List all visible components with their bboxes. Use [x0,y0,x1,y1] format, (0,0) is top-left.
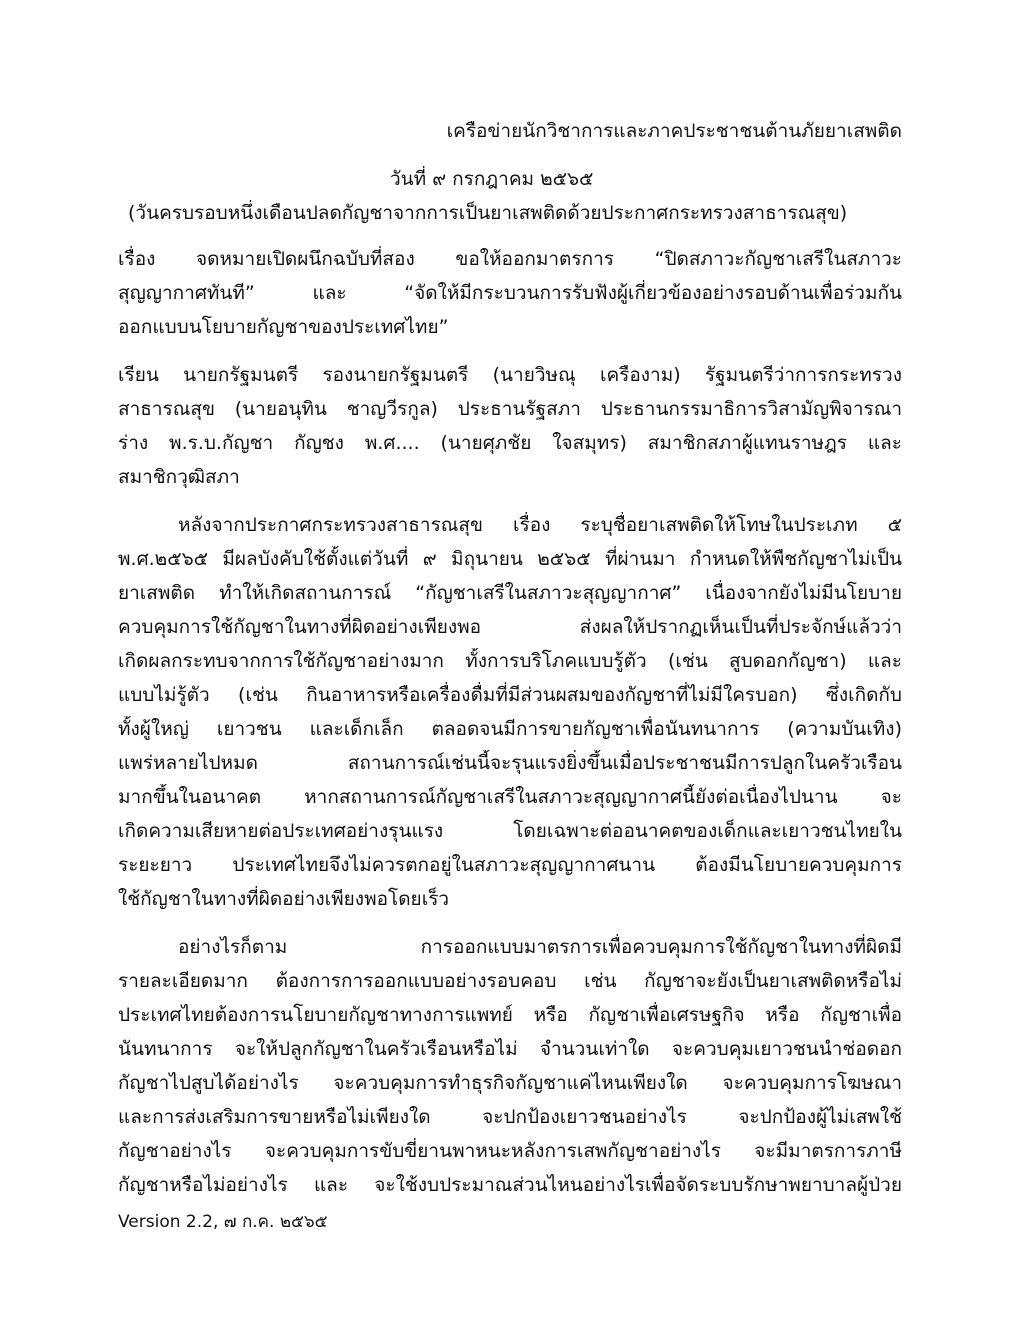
paragraph2-line: อย่างไรก็ตาม การออกแบบมาตรการเพื่อควบคุมการใช้กัญชาในทางที่ผิดมี [178,936,902,958]
sender-organization: เครือข่ายนักวิชาการและภาคประชาชนต้านภัยยาเสพติด [446,120,902,142]
paragraph1-line: ระยะยาว ประเทศไทยจึงไม่ควรตกอยู่ในสภาวะสุญญากาศนาน ต้องมีนโยบายควบคุมการ [118,854,902,876]
paragraph1-line: แบบไม่รู้ตัว (เช่น กินอาหารหรือเครื่องดื่มที่มีส่วนผสมของกัญชาที่ไม่มีใครบอก) ซึ่งเกิดกับ [118,684,902,706]
paragraph1-line: หลังจากประกาศกระทรวงสาธารณสุข เรื่อง ระบุชื่อยาเสพติดให้โทษในประเภท ๕ [178,514,902,536]
paragraph1-line: เกิดผลกระทบจากการใช้กัญชาอย่างมาก ทั้งการบริโภคแบบรู้ตัว (เช่น สูบดอกกัญชา) และ [118,650,902,672]
paragraph1-line: เกิดความเสียหายต่อประเทศอย่างรุนแรง โดยเฉพาะต่ออนาคตของเด็กและเยาวชนไทยใน [118,820,902,842]
paragraph1-line: ทั้งผู้ใหญ่ เยาวชน และเด็กเล็ก ตลอดจนมีการขายกัญชาเพื่อนันทนาการ (ความบันเทิง) [118,718,902,740]
paragraph1-line: พ.ศ.๒๕๖๕ มีผลบังคับใช้ตั้งแต่วันที่ ๙ มิถุนายน ๒๕๖๕ ที่ผ่านมา กำหนดให้พืชกัญชาไม่เป็น [118,548,902,570]
paragraph2-line: และการส่งเสริมการขายหรือไม่เพียงใด จะปกป้องเยาวชนอย่างไร จะปกป้องผู้ไม่เสพใช้ [118,1106,902,1128]
paragraph2-line: รายละเอียดมาก ต้องการการออกแบบอย่างรอบคอบ เช่น กัญชาจะยังเป็นยาเสพติดหรือไม่ [118,970,902,992]
paragraph2-line: ประเทศไทยต้องการนโยบายกัญชาทางการแพทย์ หรือ กัญชาเพื่อเศรษฐกิจ หรือ กัญชาเพื่อ [118,1004,902,1026]
addressee-line: สมาชิกวุฒิสภา [118,466,240,488]
paragraph1-line: ควบคุมการใช้กัญชาในทางที่ผิดอย่างเพียงพอ ส่งผลให้ปรากฏเห็นเป็นที่ประจักษ์แล้วว่า [118,616,902,638]
paragraph2-line: กัญชาไปสูบได้อย่างไร จะควบคุมการทำธุรกิจกัญชาแค่ไหนเพียงใด จะควบคุมการโฆษณา [118,1072,902,1094]
subject-line: เรื่อง จดหมายเปิดผนึกฉบับที่สอง ขอให้ออกมาตรการ “ปิดสภาวะกัญชาเสรีในสภาวะ [118,248,902,270]
addressee-line: สาธารณสุข (นายอนุทิน ชาญวีรกูล) ประธานรัฐสภา ประธานกรรมาธิการวิสามัญพิจารณา [118,398,902,420]
paragraph2-line: นันทนาการ จะให้ปลูกกัญชาในครัวเรือนหรือไม่ จำนวนเท่าใด จะควบคุมเยาวชนนำช่อดอก [118,1038,902,1060]
paragraph1-line: แพร่หลายไปหมด สถานการณ์เช่นนี้จะรุนแรงยิ่งขึ้นเมื่อประชาชนมีการปลูกในครัวเรือน [118,752,902,774]
date-note: (วันครบรอบหนึ่งเดือนปลดกัญชาจากการเป็นยาเสพติดด้วยประกาศกระทรวงสาธารณสุข) [128,202,848,224]
subject-line: สุญญากาศทันที” และ “จัดให้มีกระบวนการรับฟังผู้เกี่ยวข้องอย่างรอบด้านเพื่อร่วมกัน [118,282,902,304]
addressee-line: ร่าง พ.ร.บ.กัญชา กัญชง พ.ศ.... (นายศุภชัย ใจสมุทร) สมาชิกสภาผู้แทนราษฎร และ [118,432,902,454]
letter-date: วันที่ ๙ กรกฎาคม ๒๕๖๕ [390,168,594,190]
paragraph1-line: ยาเสพติด ทำให้เกิดสถานการณ์ “กัญชาเสรีในสภาวะสุญญากาศ” เนื่องจากยังไม่มีนโยบาย [118,582,902,604]
paragraph1-line: มากขึ้นในอนาคต หากสถานการณ์กัญชาเสรีในสภาวะสุญญากาศนี้ยังต่อเนื่องไปนาน จะ [118,786,902,808]
paragraph2-line: กัญชาอย่างไร จะควบคุมการขับขี่ยานพาหนะหลังการเสพกัญชาอย่างไร จะมีมาตรการภาษี [118,1140,902,1162]
paragraph1-line: ใช้กัญชาในทางที่ผิดอย่างเพียงพอโดยเร็ว [118,888,450,910]
paragraph2-line: กัญชาหรือไม่อย่างไร และ จะใช้งบประมาณส่วนไหนอย่างไรเพื่อจัดระบบรักษาพยาบาลผู้ป่วย [118,1174,902,1196]
addressee-line: เรียน นายกรัฐมนตรี รองนายกรัฐมนตรี (นายวิษณุ เครืองาม) รัฐมนตรีว่าการกระทรวง [118,364,902,386]
subject-line: ออกแบบนโยบายกัญชาของประเทศไทย” [118,316,449,338]
version-footer: Version 2.2, ๗ ก.ค. ๒๕๖๕ [118,1212,328,1232]
